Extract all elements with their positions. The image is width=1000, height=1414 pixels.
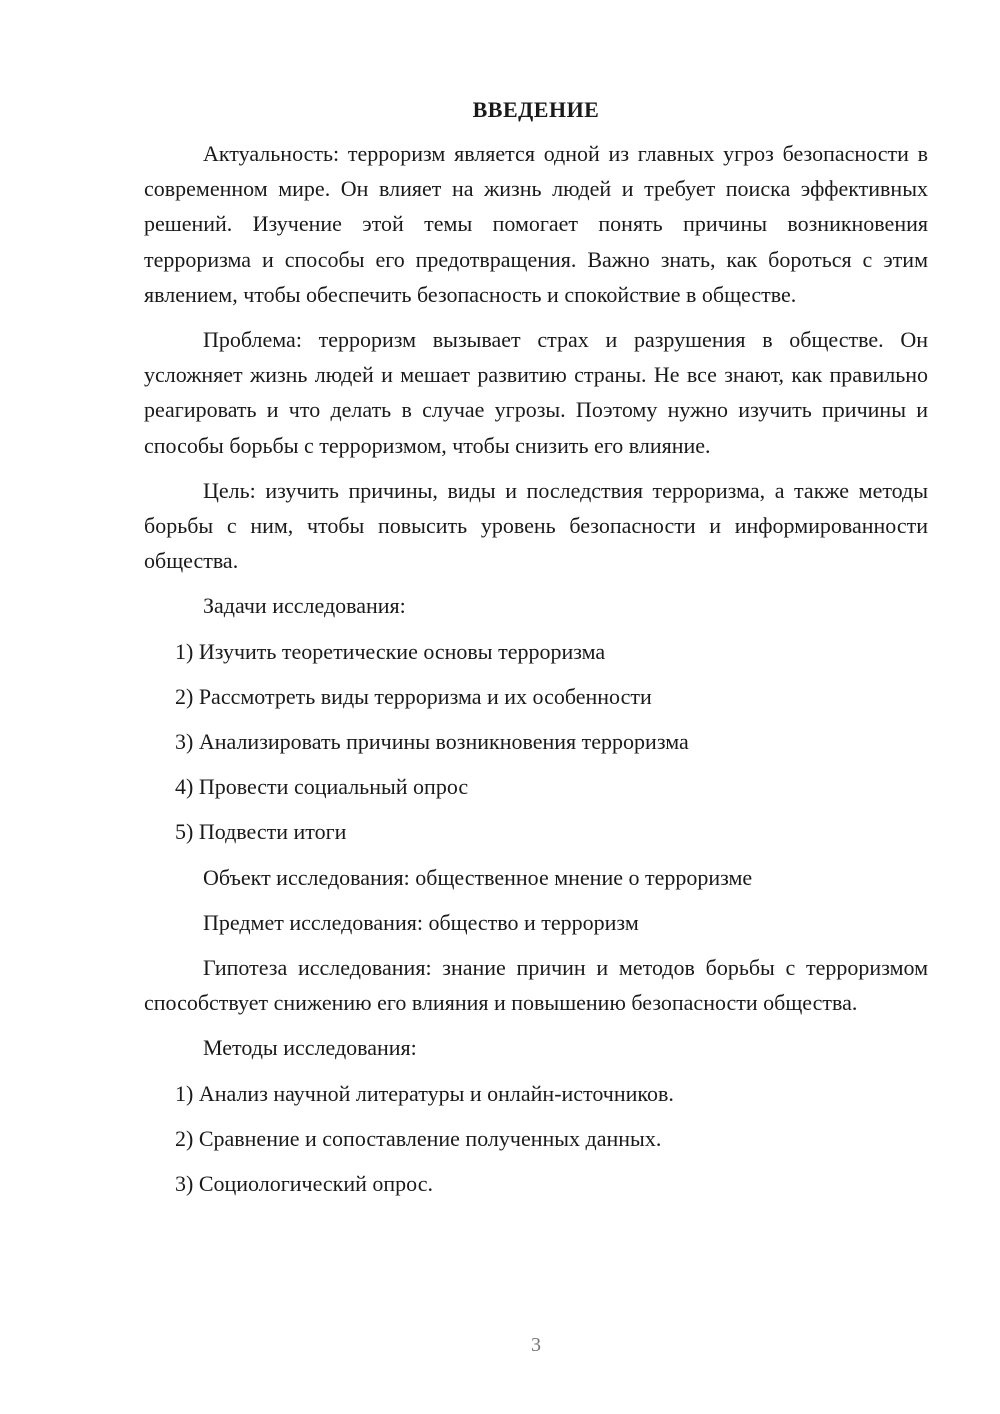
section-title: ВВЕДЕНИЕ <box>472 97 600 122</box>
subject-line: Предмет исследования: общество и терроризм <box>203 909 639 935</box>
methods-list <box>144 1076 928 1202</box>
tasks-heading: Задачи исследования: <box>203 593 406 619</box>
relevance-paragraph: Актуальность: терроризм является одной из главных угроз безопасности в современном мире. Он влияет на жизнь людей и требует поиска эффективных решений. Изучение этой темы помогает понять причины возникновения терроризма и способы его предотвращения. Важно знать, как бороться с этим явлением, чтобы обеспечить безопасность и спокойствие в обществе. <box>144 141 928 307</box>
problem-paragraph: Проблема: терроризм вызывает страх и разрушения в обществе. Он усложняет жизнь людей и мешает развитию страны. Не все знают, как правильно реагировать и что делать в случае угрозы. Поэтому нужно изучить причины и способы борьбы с терроризмом, чтобы снизить его влияние. <box>144 327 928 458</box>
list-item: 3) Социологический опрос. <box>175 1171 433 1197</box>
object-line: Объект исследования: общественное мнение о терроризме <box>203 864 753 890</box>
goal-paragraph: Цель: изучить причины, виды и последствия терроризма, а также методы борьбы с ним, чтобы повысить уровень безопасности и информированности общества. <box>144 477 928 574</box>
list-item: 2) Сравнение и сопоставление полученных данных. <box>175 1125 662 1151</box>
list-item: 3) Анализировать причины возникновения терроризма <box>175 729 689 755</box>
list-item: 2) Рассмотреть виды терроризма и их особенности <box>175 683 652 709</box>
hypothesis-paragraph: Гипотеза исследования: знание причин и методов борьбы с терроризмом способствует снижению его влияния и повышению безопасности общества. <box>144 955 928 1016</box>
tasks-list <box>144 634 928 850</box>
list-item: 1) Изучить теоретические основы терроризма <box>175 638 606 664</box>
methods-heading: Методы исследования: <box>203 1035 417 1061</box>
document-page <box>144 96 928 1211</box>
list-item: 4) Провести социальный опрос <box>175 774 469 800</box>
list-item: 5) Подвести итоги <box>175 819 347 845</box>
list-item: 1) Анализ научной литературы и онлайн-источников. <box>175 1080 674 1106</box>
page-number: 3 <box>531 1334 541 1356</box>
